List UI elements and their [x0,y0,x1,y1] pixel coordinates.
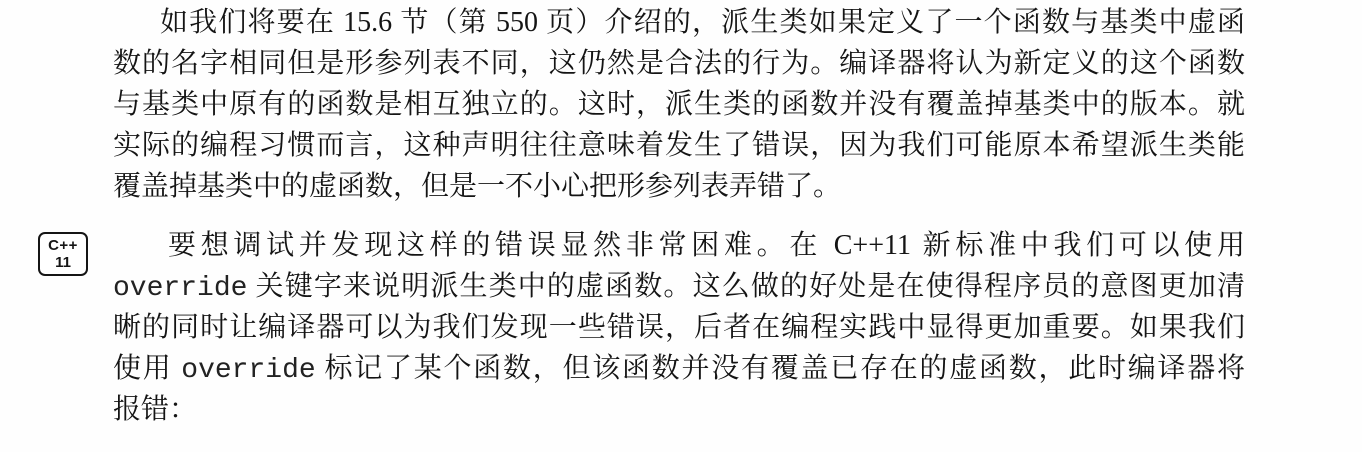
paragraph-1-line-5 [113,166,1245,207]
paragraph-2 [113,225,1245,430]
line-text: 覆盖掉基类中的虚函数，但是一不小心把形参列表弄错了。 [113,171,842,202]
body-text [113,2,1245,430]
badge-label-top: C++ [48,237,78,254]
line-text: 使用 [113,353,182,384]
paragraph-2-line-3 [113,307,1245,348]
paragraph-2-line-5 [113,389,1245,430]
paragraph-1-line-1 [113,2,1245,43]
line-text: 晰的同时让编译器可以为我们发现一些错误，后者在编程实践中显得更加重要。如果我们 [113,312,1245,343]
line-text: 实际的编程习惯而言，这种声明往往意味着发生了错误，因为我们可能原本希望派生类能 [113,130,1245,161]
paragraph-2-line-1 [113,225,1245,266]
line-text: 与基类中原有的函数是相互独立的。这时，派生类的函数并没有覆盖掉基类中的版本。就 [113,89,1245,120]
paragraph-2-line-2 [113,266,1245,307]
line-text: 如我们将要在 15.6 节（第 550 页）介绍的，派生类如果定义了一个函数与基类中虚函 [160,7,1245,38]
inline-code-override: override [181,355,316,386]
line-text: 标记了某个函数，但该函数并没有覆盖已存在的虚函数，此时编译器将 [315,353,1245,384]
line-text: 数的名字相同但是形参列表不同，这仍然是合法的行为。编译器将认为新定义的这个函数 [113,48,1245,79]
paragraph-1-line-4 [113,125,1245,166]
paragraph-2-line-4 [113,348,1245,389]
line-text: 报错： [113,394,198,425]
inline-code-override: override [113,273,248,304]
line-text: 关键字来说明派生类中的虚函数。这么做的好处是在使得程序员的意图更加清 [247,271,1245,302]
paragraph-1-line-3 [113,84,1245,125]
line-text: 要想调试并发现这样的错误显然非常困难。在 C++11 新标准中我们可以使用 [168,230,1245,261]
paragraph-1-line-2 [113,43,1245,84]
cpp11-badge-icon [38,232,88,276]
badge-label-bottom: 11 [55,254,71,271]
paragraph-1 [113,2,1245,207]
